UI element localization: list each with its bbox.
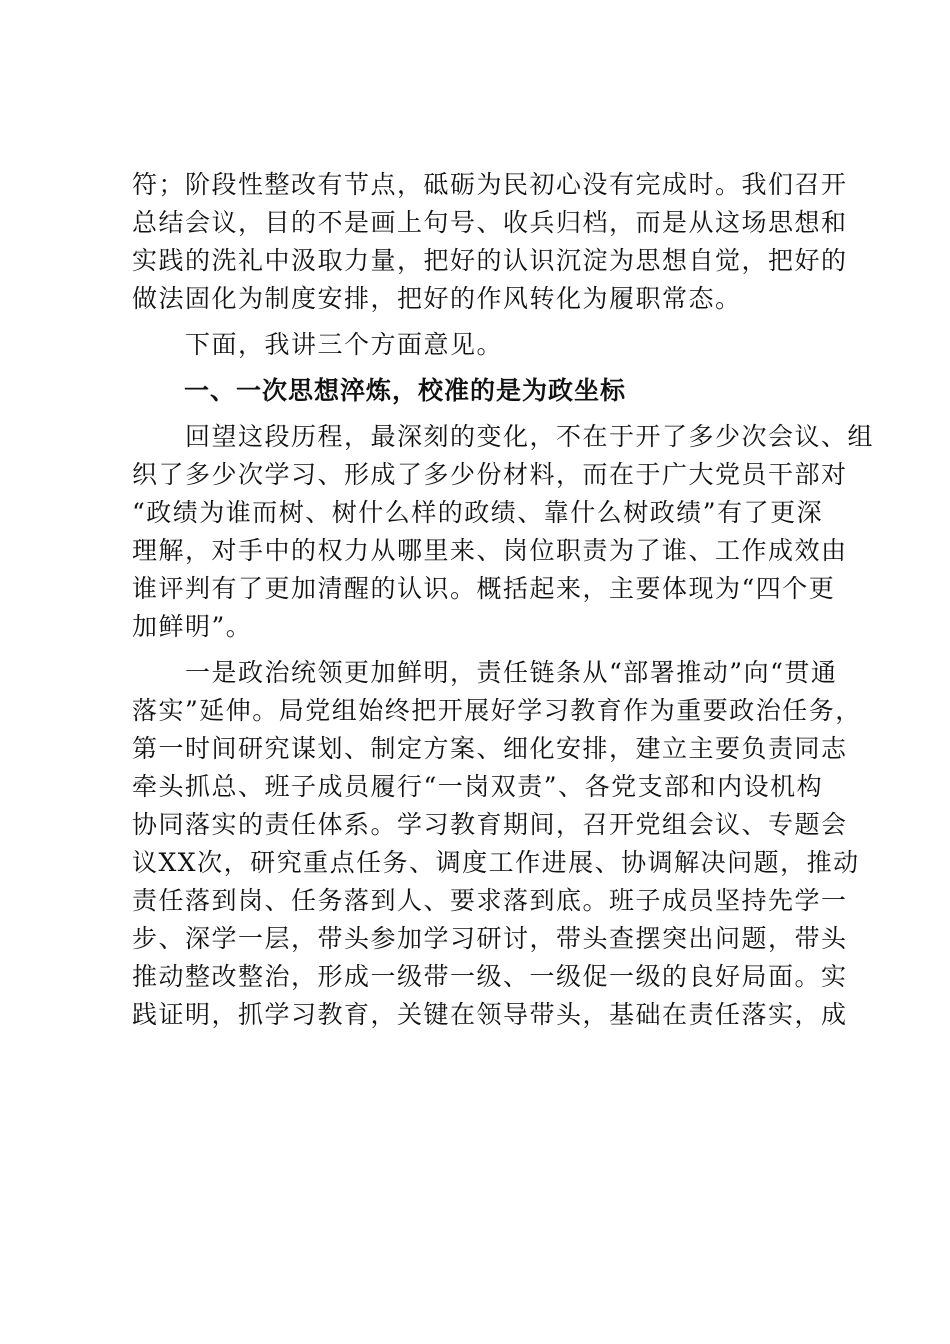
intro-line: 做法固化为制度安排，把好的作风转化为履职常态。 bbox=[132, 284, 742, 313]
paragraph-line: 一是政治统领更加鲜明，责任链条从“部署推动”向“贯通 bbox=[132, 658, 838, 687]
paragraph-line: “政绩为谁而树、树什么样的政绩、靠什么树政绩”有了更深 bbox=[132, 498, 824, 527]
paragraph-line: 回望这段历程，最深刻的变化，不在于开了多少次会议、组 bbox=[132, 422, 875, 451]
paragraph-line: 协同落实的责任体系。学习教育期间，召开党组会议、专题会 bbox=[132, 810, 848, 839]
section-heading: 一、一次思想淬炼，校准的是为政坐标 bbox=[132, 376, 627, 405]
paragraph-line: 谁评判有了更加清醒的认识。概括起来，主要体现为“四个更 bbox=[132, 574, 836, 603]
intro-line: 实践的洗礼中汲取力量，把好的认识沉淀为思想自觉，把好的 bbox=[132, 246, 848, 275]
paragraph-line: 践证明，抓学习教育，关键在领导带头，基础在责任落实，成 bbox=[132, 1000, 848, 1029]
intro-line: 符；阶段性整改有节点，砥砺为民初心没有完成时。我们召开 bbox=[132, 170, 848, 199]
paragraph-line: 加鲜明”。 bbox=[132, 612, 253, 641]
paragraph-line: 落实”延伸。局党组始终把开展好学习教育作为重要政治任务， bbox=[132, 696, 862, 725]
paragraph-line: 第一时间研究谋划、制定方案、细化安排，建立主要负责同志 bbox=[132, 734, 848, 763]
body-text bbox=[132, 166, 875, 1034]
paragraph-line: 责任落到岗、任务落到人、要求落到底。班子成员坚持先学一 bbox=[132, 886, 848, 915]
transition-line: 下面，我讲三个方面意见。 bbox=[132, 330, 504, 359]
paragraph-line: 牵头抓总、班子成员履行“一岗双责”、各党支部和内设机构 bbox=[132, 772, 824, 801]
intro-line: 总结会议，目的不是画上句号、收兵归档，而是从这场思想和 bbox=[132, 208, 848, 237]
paragraph-line: 理解，对手中的权力从哪里来、岗位职责为了谁、工作成效由 bbox=[132, 536, 848, 565]
paragraph-line: 织了多少次学习、形成了多少份材料，而在于广大党员干部对 bbox=[132, 460, 848, 489]
paragraph-line: 议XX次，研究重点任务、调度工作进展、协调解决问题，推动 bbox=[132, 848, 860, 877]
paragraph-line: 步、深学一层，带头参加学习研讨，带头查摆突出问题，带头 bbox=[132, 924, 848, 953]
paragraph-line: 推动整改整治，形成一级带一级、一级促一级的良好局面。实 bbox=[132, 962, 848, 991]
